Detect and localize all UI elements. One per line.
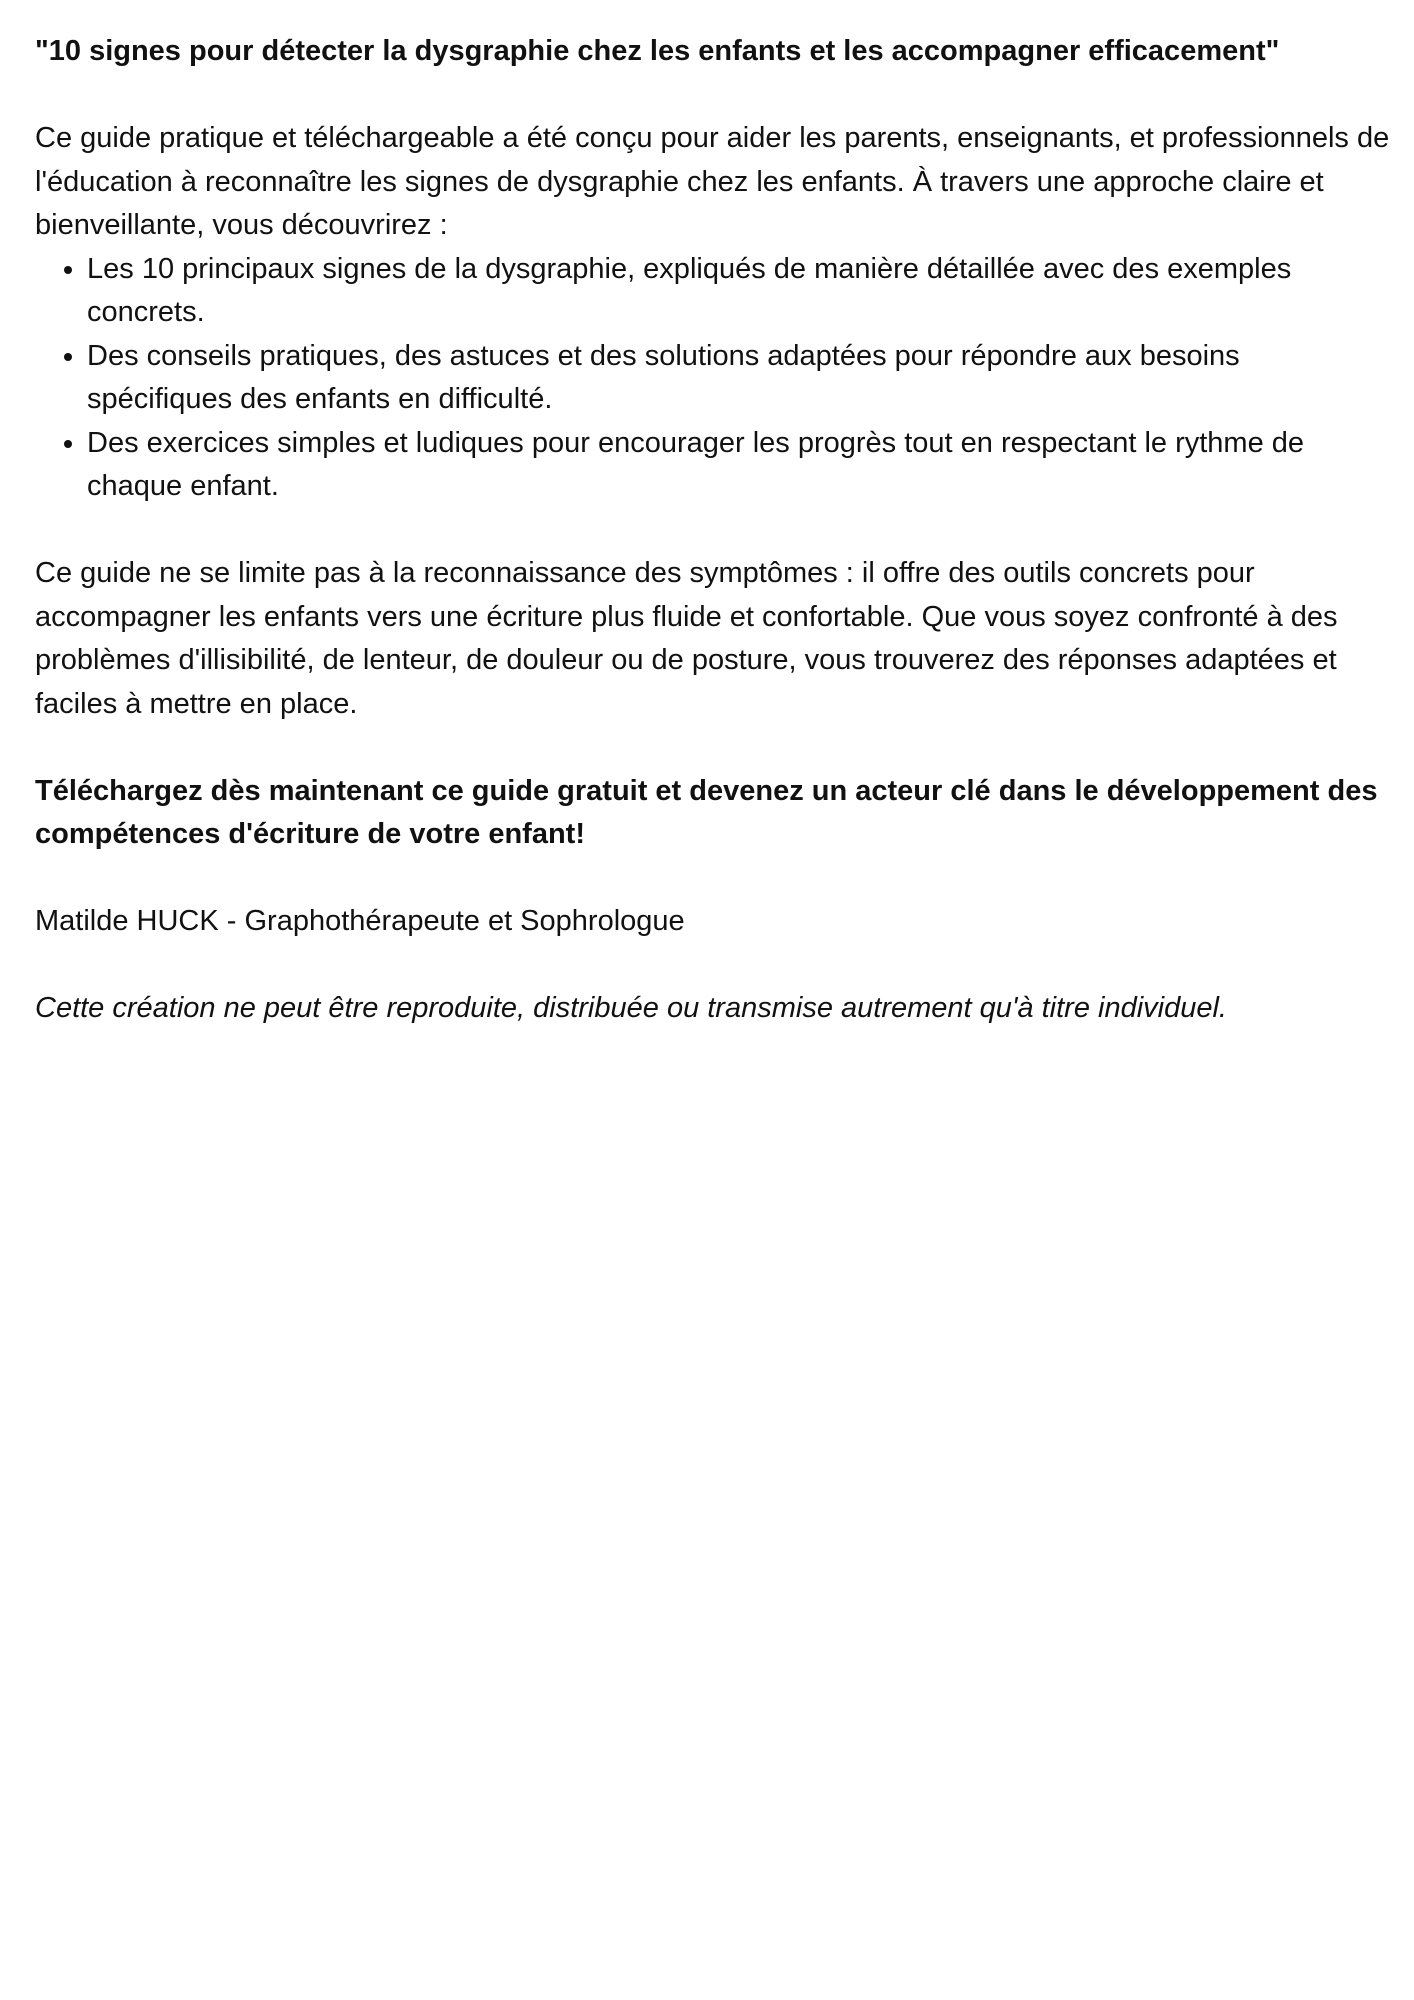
- list-item: • Des exercices simples et ludiques pour encourager les progrès tout en respectant le rythme de chaque enfant.: [87, 422, 1390, 509]
- intro-paragraph: Ce guide pratique et téléchargeable a été conçu pour aider les parents, enseignants, et professionnels de l'éducation à reconnaître les signes de dysgraphie chez les enfants. À travers une approche claire et bienveillante, vous découvrirez :: [35, 122, 1390, 241]
- document-page: [35, 30, 1390, 1074]
- call-to-action: Téléchargez dès maintenant ce guide gratuit et devenez un acteur clé dans le développement des compétences d'écriture de votre enfant!: [35, 774, 1378, 850]
- document-title: "10 signes pour détecter la dysgraphie chez les enfants et les accompagner efficacement": [35, 35, 1280, 67]
- list-item: • Des conseils pratiques, des astuces et des solutions adaptées pour répondre aux besoins spécifiques des enfants en difficulté.: [87, 335, 1390, 422]
- author-line: Matilde HUCK - Graphothérapeute et Sophrologue: [35, 905, 685, 937]
- legal-notice: Cette création ne peut être reproduite, distribuée ou transmise autrement qu'à titre individuel.: [35, 992, 1227, 1024]
- body-paragraph: Ce guide ne se limite pas à la reconnaissance des symptômes : il offre des outils concrets pour accompagner les enfants vers une écriture plus fluide et confortable. Que vous soyez confronté à des problèmes d'illisibilité, de lenteur, de douleur ou de posture, vous trouverez des réponses adaptées et faciles à mettre en place.: [35, 557, 1338, 720]
- feature-list: [35, 248, 1390, 509]
- list-item: • Les 10 principaux signes de la dysgraphie, expliqués de manière détaillée avec des exemples concrets.: [87, 248, 1390, 335]
